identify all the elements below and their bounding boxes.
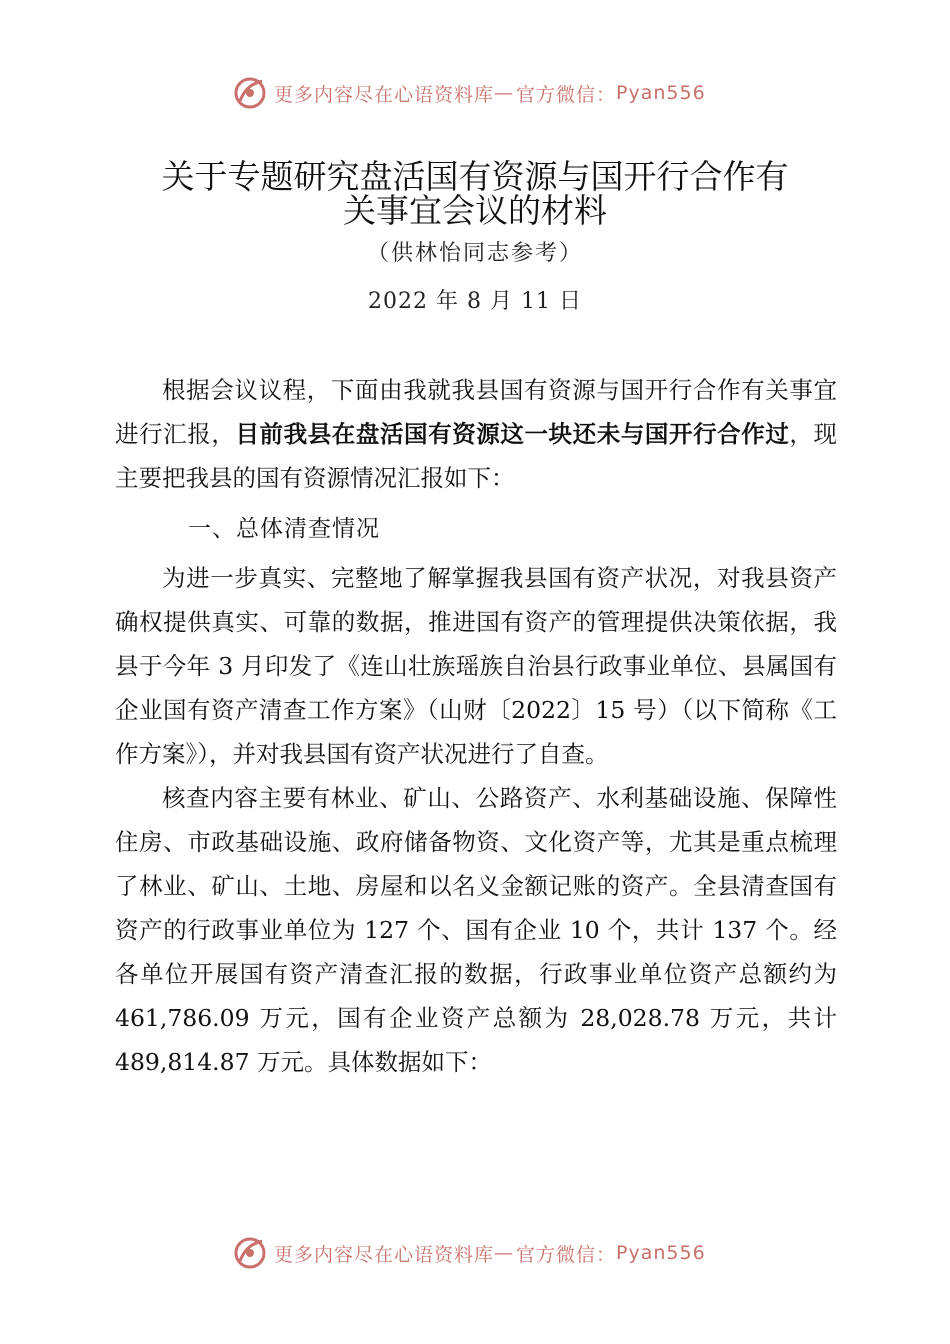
intro-text-bold: 目前我县在盘活国有资源这一块还未与国开行合作过 [235, 420, 790, 448]
paragraph-scope-text: 核查内容主要有林业、矿山、公路资产、水利基础设施、保障性住房、市政基础设施、政府储备物资、文化资产等，尤其是重点梳理了林业、矿山、土地、房屋和以名义金额记账的资产。全县清查国有资产的行政事业单位为 127 个、国有企业 10 个，共计 137 个。经各单位开展国有资产清查汇报的数据，行政事业单位资产总额约为 461,786.09 万元，国有企业资产总额为 28,028.78 万元，共计 489,814.87 万元。具体数据如下： [115, 784, 837, 1076]
watermark-contact-label: 官方微信： [516, 1243, 617, 1266]
watermark-separator: — [494, 1242, 515, 1264]
brand-logo-icon [232, 1235, 268, 1271]
watermark-contact-id: Pyan556 [616, 82, 706, 104]
paragraph-inventory-text: 为进一步真实、完整地了解掌握我县国有资产状况，对我县资产确权提供真实、可靠的数据，推进国有资产的管理提供决策依据，我县于今年 3 月印发了《连山壮族瑶族自治县行政事业单位、县属国有企业国有资产清查工作方案》（山财〔2022〕15 号）（以下简称《工作方案》），并对我县国有资产状况进行了自查。 [115, 564, 837, 768]
watermark-footer [232, 1233, 752, 1273]
watermark-contact-label: 官方微信： [516, 83, 617, 106]
paragraph-intro [115, 368, 837, 500]
paragraph-scope [115, 776, 837, 1084]
section-heading-1: 一、总体清查情况 [188, 516, 380, 542]
brand-logo-icon [232, 75, 268, 111]
watermark-separator: — [494, 82, 515, 104]
document-title-line1: 关于专题研究盘活国有资源与国开行合作有 [161, 157, 789, 196]
watermark-contact-id: Pyan556 [616, 1242, 706, 1264]
watermark-brand: 更多内容尽在心语资料库 [274, 1243, 495, 1266]
intro-text-end: ，现主要把我县的国有资源情况汇报如下： [115, 420, 838, 492]
watermark-header [232, 73, 752, 113]
intro-text-start: 根据会议议程，下面由我就我县国有资源与国开行合作有关事宜进行汇报， [115, 376, 837, 448]
paragraph-inventory [115, 556, 837, 776]
document-date: 2022 年 8 月 11 日 [368, 289, 582, 314]
watermark-brand: 更多内容尽在心语资料库 [274, 83, 495, 106]
document-title-line2: 关事宜会议的材料 [343, 191, 607, 230]
document-subtitle: （供林怡同志参考） [366, 241, 583, 266]
